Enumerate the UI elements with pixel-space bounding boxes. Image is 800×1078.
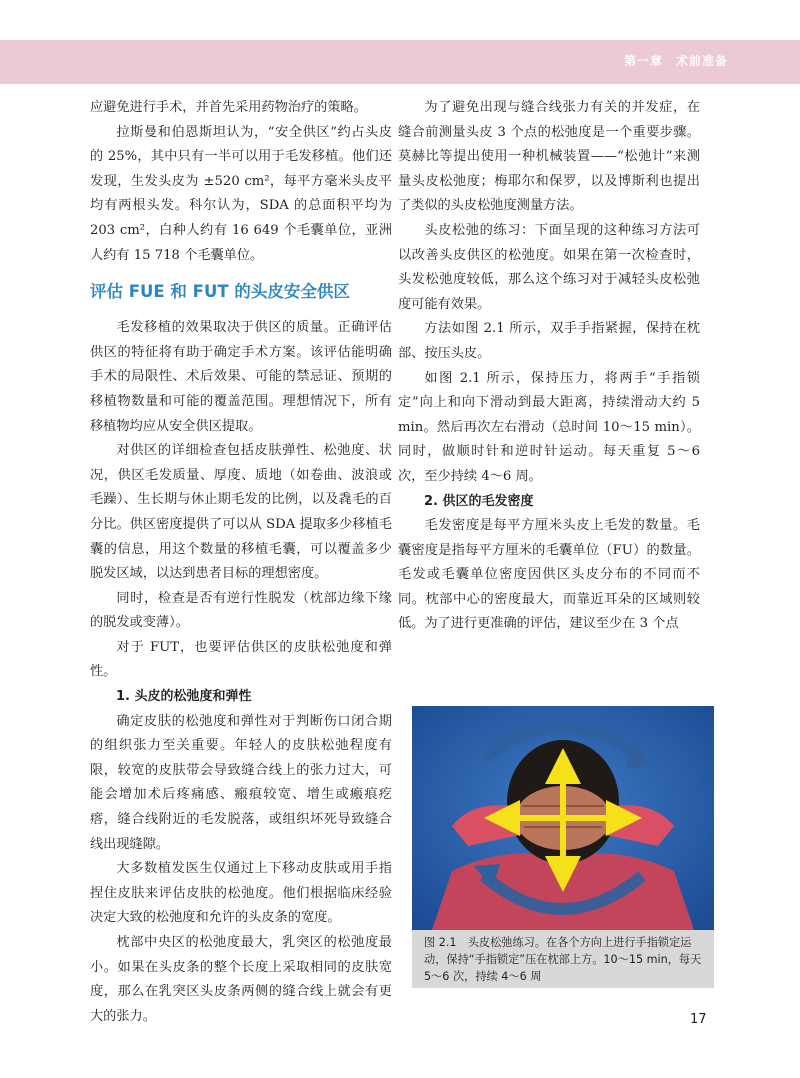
chapter-header-title: 第一章 术前准备: [623, 54, 728, 68]
paragraph: 头皮松弛的练习：下面呈现的这种练习方法可以改善头皮供区的松弛度。如果在第一次检查时，头发松弛度较低，那么这个练习对于减轻头皮松弛度可能有效果。: [398, 222, 700, 312]
paragraph: 大多数植发医生仅通过上下移动皮肤或用手指捏住皮肤来评估皮肤的松弛度。他们根据临床经验决定大致的松弛度和允许的头皮条的宽度。: [90, 861, 392, 926]
paragraph: 方法如图 2.1 所示，双手手指紧握，保持在枕部、按压头皮。: [398, 321, 700, 361]
page-number: 17: [690, 1012, 707, 1027]
paragraph: 为了避免出现与缝合线张力有关的并发症，在缝合前测量头皮 3 个点的松弛度是一个重要步骤。莫赫比等提出使用一种机械装置——“松弛计”来测量头皮松弛度；梅耶尔和保罗，以及博斯利也提出了类似的头皮松弛度测量方法。: [398, 100, 700, 214]
figure-caption: 图 2.1 头皮松弛练习。在各个方向上进行手指锁定运动，保持“手指锁定”压在枕部上方。10～15 min，每天 5～6 次，持续 4～6 周: [412, 930, 714, 988]
paragraph: 拉斯曼和伯恩斯坦认为，“安全供区”约占头皮的 25%，其中只有一半可以用于毛发移植。他们还发现，生发头皮为 ±520 cm²，每平方毫米头皮平均有两根头发。科尔认为，SDA 的总面积平均为 203 cm²，白种人约有 16 649 个毛囊单位，亚洲人约有 15 718 个毛囊单位。: [90, 124, 392, 263]
scalp-exercise-photo: [412, 706, 714, 930]
subsection-title: 1. 头皮的松弛度和弹性: [116, 689, 252, 705]
paragraph: 确定皮肤的松弛度和弹性对于判断伤口闭合期的组织张力至关重要。年轻人的皮肤松弛程度有限，较宽的皮肤带会导致缝合线上的张力过大，可能会增加术后疼痛感、瘢痕较宽、增生或瘢痕疙瘩，缝合线附近的毛发脱落，或组织坏死导致缝合线出现缝隙。: [90, 713, 392, 852]
paragraph: 对供区的详细检查包括皮肤弹性、松弛度、状况，供区毛发质量、厚度、质地（如卷曲、波浪或毛躁）、生长期与休止期毛发的比例，以及毳毛的百分比。供区密度提供了可以从 SDA 提取多少移植毛囊的信息，用这个数量的移植毛囊，可以覆盖多少脱发区域，以达到患者目标的理想密度。: [90, 443, 392, 582]
subsection-title: 2. 供区的毛发密度: [424, 493, 534, 509]
right-column: [398, 96, 700, 637]
paragraph: 枕部中央区的松弛度最大，乳突区的松弛度最小。如果在头皮条的整个长度上采取相同的皮肤宽度，那么在乳突区头皮条两侧的缝合线上就会有更大的张力。: [90, 935, 392, 1024]
paragraph: 毛发密度是每平方厘米头皮上毛发的数量。毛囊密度是指每平方厘米的毛囊单位（FU）的数量。毛发或毛囊单位密度因供区头皮分布的不同而不同。枕部中心的密度最大，而靠近耳朵的区域则较低。为了进行更准确的评估，建议至少在 3 个点: [398, 518, 700, 632]
paragraph: 毛发移植的效果取决于供区的质量。正确评估供区的特征将有助于确定手术方案。该评估能明确手术的局限性、术后效果、可能的禁忌证、预期的移植物数量和可能的覆盖范围。理想情况下，所有移植物均应从安全供区提取。: [90, 320, 392, 434]
paragraph: 如图 2.1 所示，保持压力，将两手“手指锁定”向上和向下滑动到最大距离，持续滑动大约 5 min。然后再次左右滑动（总时间 10～15 min）。同时，做顺时针和逆时针运动。每天重复 5～6 次，至少持续 4～6 周。: [398, 370, 700, 484]
paragraph: 对于 FUT，也要评估供区的皮肤松弛度和弹性。: [90, 639, 392, 680]
section-title: 评估 FUE 和 FUT 的头皮安全供区: [90, 282, 350, 302]
left-column: [90, 96, 392, 1029]
paragraph: 同时，检查是否有逆行性脱发（枕部边缘下缘的脱发或变薄）。: [90, 590, 392, 631]
paragraph: 应避免进行手术，并首先采用药物治疗的策略。: [90, 100, 367, 115]
